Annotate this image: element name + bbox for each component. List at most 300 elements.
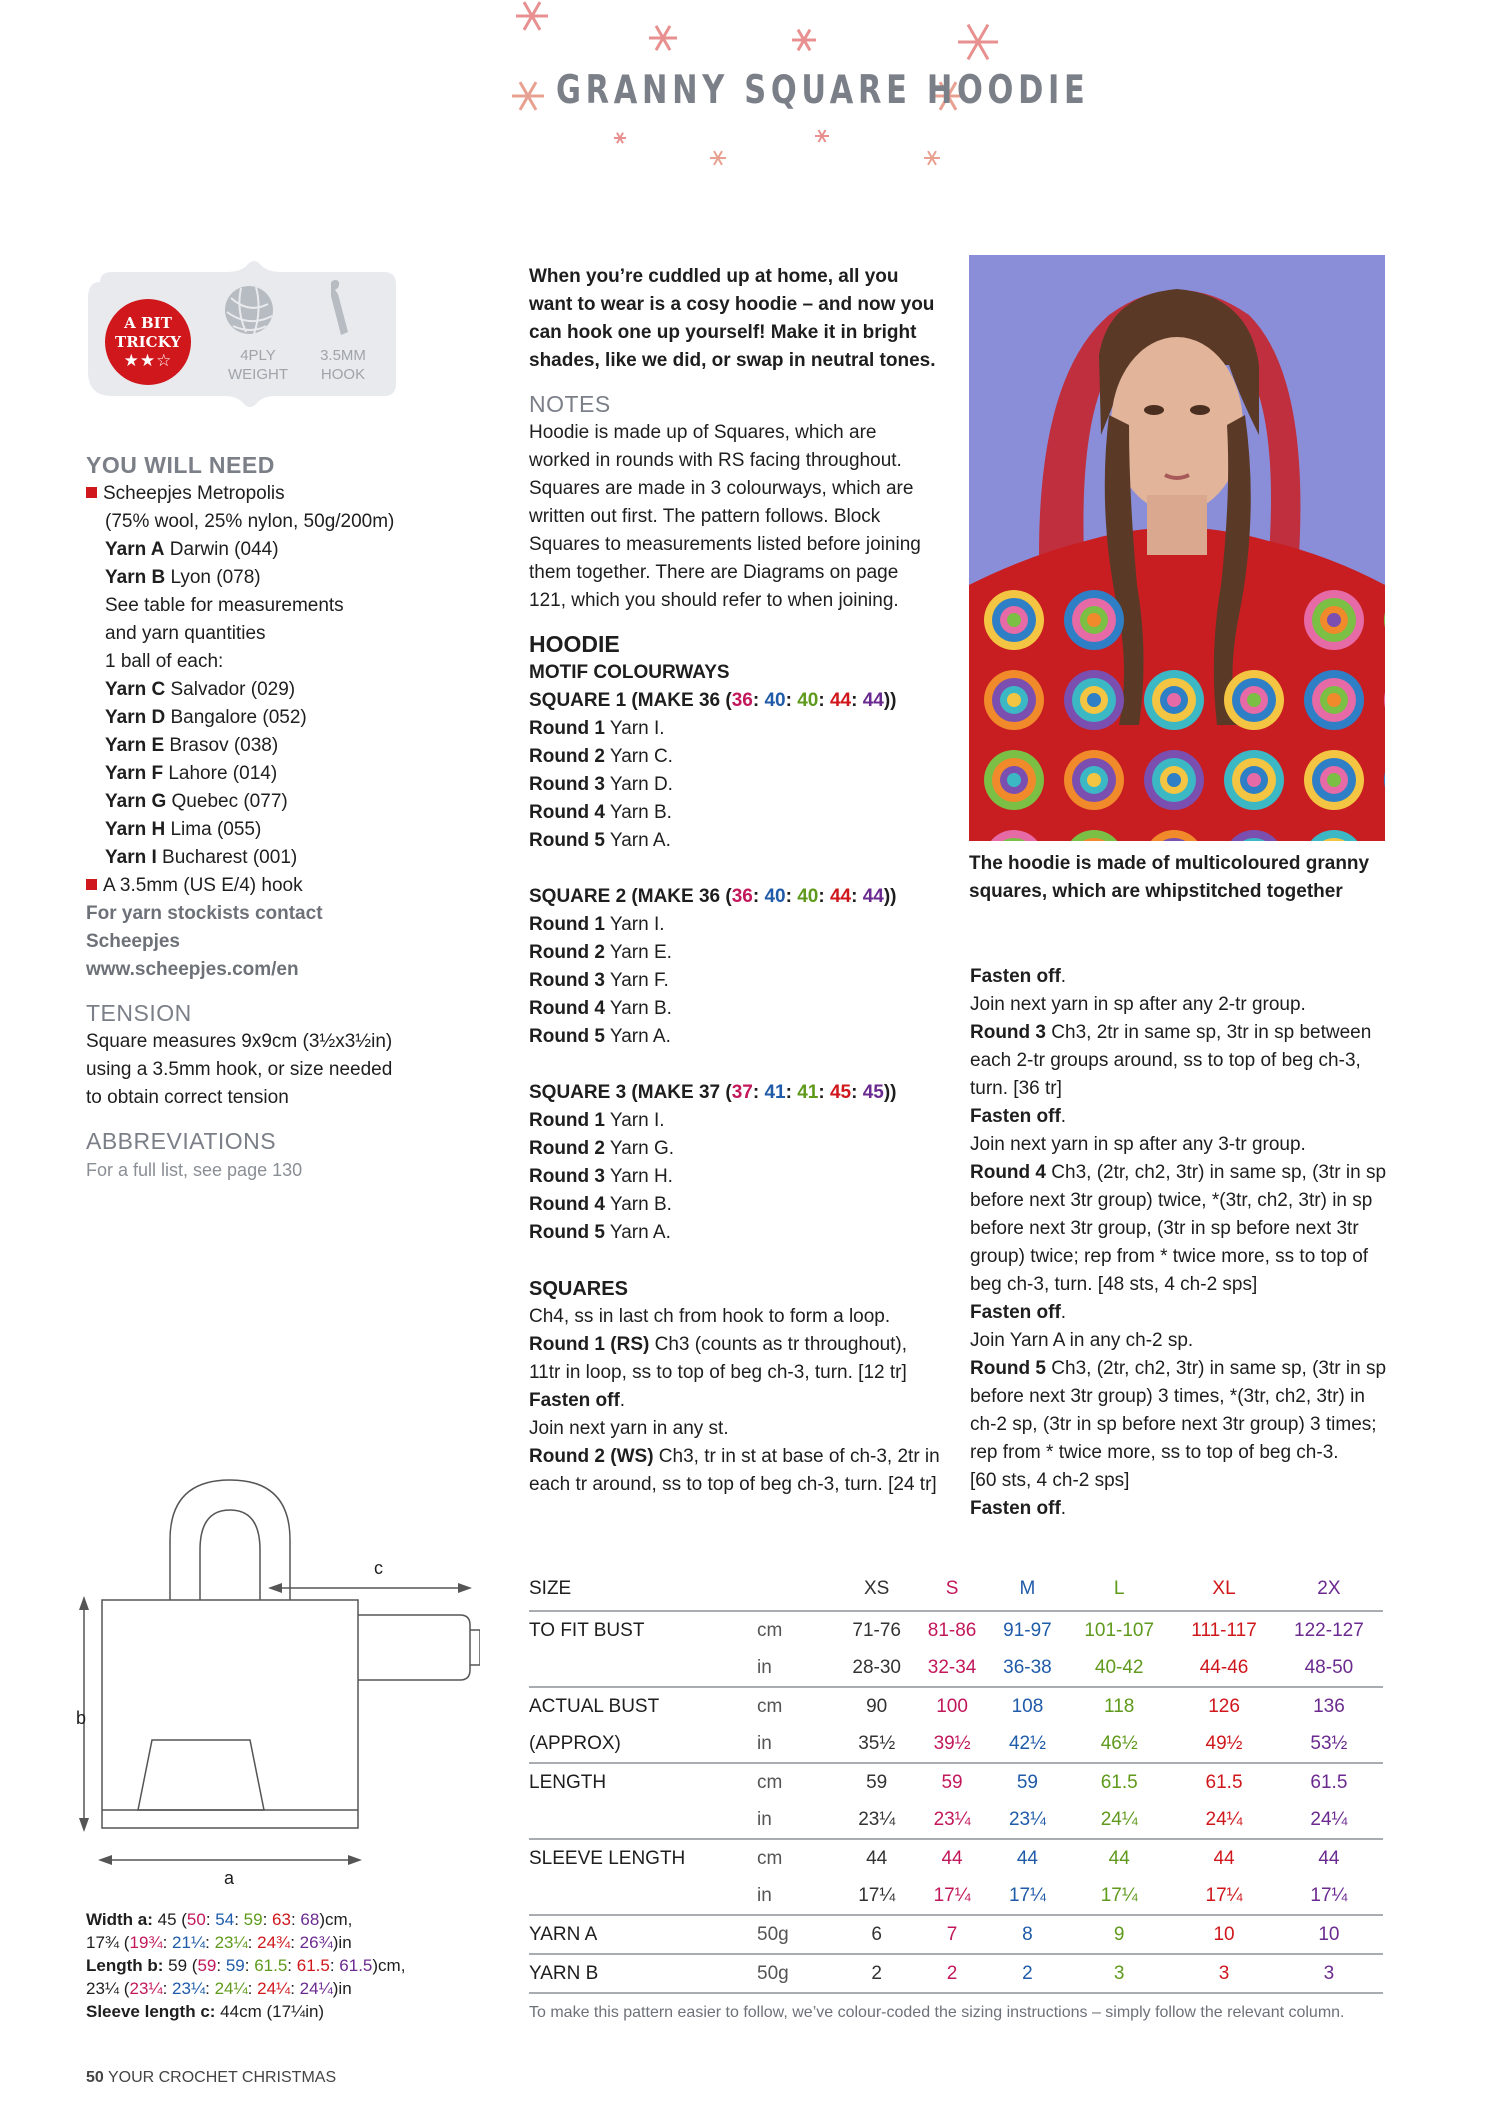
- line-text: Ch4, ss in last ch from hook to form a loop.: [529, 1306, 891, 1327]
- instruction-line: [970, 1271, 1390, 1299]
- table-cell: 35½: [839, 1725, 914, 1763]
- table-cell: 17¼: [990, 1877, 1065, 1915]
- table-cell: 101-107: [1084, 1619, 1155, 1641]
- photo-illustration: [969, 255, 1385, 841]
- table-cell: 8: [990, 1915, 1065, 1954]
- separator: :: [287, 1956, 297, 1975]
- instruction-line: [970, 1019, 1390, 1047]
- table-cell: 108: [1011, 1695, 1044, 1717]
- size-value: 50: [186, 1910, 206, 1929]
- table-cell: 3: [1275, 1954, 1383, 1993]
- dimension-unit: )in: [332, 1979, 352, 1998]
- size-table-row: [529, 1687, 1383, 1725]
- stockist-line: Scheepjes: [86, 931, 180, 952]
- dimension-value: 17¾ (: [86, 1933, 130, 1952]
- table-cell: 44: [866, 1847, 888, 1869]
- round-line: [529, 1023, 949, 1051]
- instruction-line: [970, 1215, 1390, 1243]
- table-cell: 28-30: [839, 1649, 914, 1687]
- size-value: 59: [243, 1910, 263, 1929]
- size-header-row: [529, 1568, 1383, 1611]
- round-yarn: Yarn D.: [605, 774, 673, 795]
- table-cell: 59: [866, 1771, 888, 1793]
- line-text: Ch3, tr in st at base of ch-3, 2tr in: [653, 1446, 940, 1467]
- line-text: Join next yarn in any st.: [529, 1418, 729, 1439]
- separator: :: [205, 1979, 215, 1998]
- line-text: Lima (055): [165, 819, 262, 840]
- line-text: Join next yarn in sp after any 2-tr group.: [970, 994, 1306, 1015]
- round-label: Round 3: [529, 970, 605, 991]
- instruction-line: [529, 1303, 949, 1331]
- hoodie-schematic: [60, 1470, 480, 1890]
- row-unit: in: [757, 1801, 839, 1839]
- intro-line: can hook one up yourself! Make it in bright: [529, 322, 917, 343]
- instruction-line: [970, 1327, 1390, 1355]
- line-text: and yarn quantities: [105, 623, 266, 644]
- unit-cell: [757, 1568, 839, 1611]
- dimension-line: [86, 1908, 486, 1931]
- round-label: Round 2: [529, 746, 605, 767]
- line-text: rep from * twice more, ss to top of beg ch-3.: [970, 1442, 1339, 1463]
- size-value: 23¼: [129, 1979, 163, 1998]
- supply-item: [86, 844, 426, 872]
- round-line: [529, 1191, 949, 1219]
- you-will-need-heading: YOU WILL NEED: [86, 452, 275, 478]
- notes-line: written out first. The pattern follows. Block: [529, 506, 881, 527]
- notes-text: [529, 419, 949, 615]
- row-label: [529, 1649, 757, 1687]
- size-value: 54: [215, 1910, 235, 1929]
- table-cell: 111-117: [1191, 1619, 1257, 1641]
- line-text: .: [1060, 1498, 1067, 1519]
- separator: :: [247, 1979, 258, 1998]
- table-cell: 3: [1065, 1954, 1173, 1993]
- square-title-text: SQUARE 2 (MAKE 36 (: [529, 886, 732, 907]
- supply-item: [86, 816, 426, 844]
- row-unit: 50g: [757, 1954, 839, 1993]
- dimension-label: Length b:: [86, 1956, 164, 1975]
- bold-label: Yarn G: [105, 791, 167, 812]
- notes-line: worked in rounds with RS facing throughout.: [529, 450, 902, 471]
- granny-square: [1304, 590, 1364, 650]
- left-column: [86, 450, 426, 1184]
- size-value: 24¼: [257, 1979, 291, 1998]
- dimension-unit: )in: [332, 1933, 352, 1952]
- size-table-row: [529, 1877, 1383, 1915]
- row-label: [529, 1801, 757, 1839]
- separator: :: [818, 690, 830, 711]
- hook-line2: HOOK: [320, 366, 366, 383]
- hook-line1: 3.5MM: [320, 347, 366, 364]
- granny-square: [1064, 590, 1124, 650]
- separator: :: [752, 886, 765, 907]
- size-value: 24¾: [257, 1933, 291, 1952]
- size-value: 59: [225, 1956, 245, 1975]
- size-value: 19¾: [129, 1933, 163, 1952]
- notes-line: Squares to measurements listed before joining: [529, 534, 921, 555]
- square-1-title: [529, 687, 949, 715]
- size-value: 61.5: [254, 1956, 288, 1975]
- line-text: Lyon (078): [165, 567, 261, 588]
- line-text: 1 ball of each:: [105, 651, 224, 672]
- row-label: [529, 1877, 757, 1915]
- separator: :: [205, 1933, 215, 1952]
- difficulty-badge: [105, 299, 191, 385]
- size-value: 24¼: [299, 1979, 333, 1998]
- yarn-ball-icon: [225, 286, 273, 334]
- size-value: 63: [272, 1910, 291, 1929]
- snowflake-icon: [815, 130, 829, 142]
- table-cell: 100: [936, 1695, 968, 1717]
- size-value: 59: [197, 1956, 217, 1975]
- table-cell: 40-42: [1065, 1649, 1173, 1687]
- bold-label: Yarn A: [105, 539, 165, 560]
- supply-item: [86, 620, 426, 648]
- intro-line: When you’re cuddled up at home, all you: [529, 266, 899, 287]
- motif-colourways-heading: MOTIF COLOURWAYS: [529, 662, 730, 683]
- instruction-line: [970, 1411, 1390, 1439]
- notes-line: them together. There are Diagrams on page: [529, 562, 899, 583]
- size-value: 68: [300, 1910, 320, 1929]
- line-text: Lahore (014): [163, 763, 278, 784]
- abbreviations-heading: ABBREVIATIONS: [86, 1128, 277, 1154]
- size-count: 44: [862, 886, 884, 907]
- size-count: 36: [731, 886, 753, 907]
- row-label: (APPROX): [529, 1725, 757, 1763]
- line-text: (75% wool, 25% nylon, 50g/200m): [105, 511, 395, 532]
- supply-item: [86, 872, 426, 900]
- dimension-label: Width a:: [86, 1910, 153, 1929]
- round-line: [529, 1135, 949, 1163]
- table-cell: 10: [1275, 1915, 1383, 1954]
- dimension-line: [86, 2000, 486, 2023]
- bold-label: Fasten off: [970, 1106, 1061, 1127]
- size-table: [529, 1568, 1383, 1994]
- spacer: [529, 1051, 949, 1079]
- colour-coding-note: To make this pattern easier to follow, we’ve colour-coded the sizing instructions – simply follow the relevant column.: [529, 2004, 1345, 2021]
- line-text: beg ch-3, turn. [48 sts, 4 ch-2 sps]: [970, 1274, 1258, 1295]
- table-cell: 136: [1313, 1695, 1345, 1717]
- separator: :: [752, 1082, 765, 1103]
- line-text: Ch3, 2tr in same sp, 3tr in sp between: [1046, 1022, 1372, 1043]
- table-cell: 61.5: [1205, 1771, 1243, 1793]
- intro-line: shades, like we did, or swap in neutral tones.: [529, 350, 936, 371]
- size-table-row: [529, 1954, 1383, 1993]
- size-value: 61.5: [296, 1956, 330, 1975]
- separator: :: [818, 886, 830, 907]
- difficulty-line2: TRICKY: [115, 333, 181, 351]
- separator: :: [752, 690, 765, 711]
- hook-size-label: [308, 346, 378, 384]
- separator: :: [247, 1933, 258, 1952]
- round-yarn: Yarn I.: [605, 718, 665, 739]
- squares-heading: SQUARES: [529, 1278, 628, 1300]
- separator: :: [851, 1082, 863, 1103]
- round-label: Round 2: [529, 942, 605, 963]
- bold-label: Yarn E: [105, 735, 165, 756]
- size-count: 36: [731, 690, 753, 711]
- round-label: Round 3: [529, 774, 605, 795]
- round-line: [529, 911, 949, 939]
- instruction-line: [970, 1495, 1390, 1523]
- round-label: Round 4: [529, 802, 605, 823]
- snowflake-icon: [512, 82, 544, 110]
- separator: :: [818, 1082, 830, 1103]
- granny-square: [1304, 750, 1364, 810]
- square-title-close: )): [883, 690, 897, 711]
- row-label: LENGTH: [529, 1771, 607, 1793]
- separator: :: [785, 690, 798, 711]
- notes-line: Squares are made in 3 colourways, which are: [529, 478, 914, 499]
- hoodie-heading: HOODIE: [529, 631, 620, 657]
- size-count: 41: [764, 1082, 786, 1103]
- separator: :: [329, 1956, 340, 1975]
- round-line: [529, 1219, 949, 1247]
- supply-item: [86, 592, 426, 620]
- line-text: Scheepjes Metropolis: [103, 483, 285, 504]
- granny-square: [1224, 670, 1284, 730]
- supply-item: [86, 676, 426, 704]
- table-cell: 17¼: [1173, 1877, 1275, 1915]
- instruction-line: [529, 1331, 949, 1359]
- dimension-line: [86, 1954, 486, 1977]
- schematic-label-c: c: [374, 1558, 383, 1578]
- table-cell: 44: [1213, 1847, 1235, 1869]
- bold-label: Fasten off: [970, 1302, 1061, 1323]
- row-label: TO FIT BUST: [529, 1619, 645, 1641]
- instruction-line: [970, 991, 1390, 1019]
- model-photo: [969, 255, 1385, 841]
- snowflake-icon: [614, 133, 626, 143]
- square-2-title: [529, 883, 949, 911]
- round-yarn: Yarn A.: [605, 1222, 671, 1243]
- line-text: Salvador (029): [165, 679, 296, 700]
- abbreviations-text: For a full list, see page 130: [86, 1160, 303, 1180]
- line-text: 11tr in loop, ss to top of beg ch-3, turn. [12 tr]: [529, 1362, 907, 1383]
- row-label: YARN B: [529, 1954, 757, 1993]
- snowflake-icon: [649, 26, 677, 50]
- size-count: 44: [829, 690, 852, 711]
- instruction-line: [529, 1443, 949, 1471]
- row-unit: cm: [757, 1847, 783, 1869]
- row-label: YARN A: [529, 1915, 757, 1954]
- granny-square: [1224, 750, 1284, 810]
- table-cell: 81-86: [927, 1619, 977, 1641]
- page-footer: [86, 2068, 336, 2088]
- square-title-text: SQUARE 3 (MAKE 37 (: [529, 1082, 732, 1103]
- table-cell: 7: [914, 1915, 989, 1954]
- difficulty-stars: ★★☆: [123, 351, 173, 370]
- line-text: turn. [36 tr]: [970, 1078, 1062, 1099]
- table-cell: 24¼: [1173, 1801, 1275, 1839]
- round-line: [529, 743, 949, 771]
- table-cell: 17¼: [1065, 1877, 1173, 1915]
- round-label: Round 1: [529, 1110, 605, 1131]
- table-cell: 90: [866, 1695, 888, 1717]
- intro-text: [529, 263, 949, 375]
- square-3-title: [529, 1079, 949, 1107]
- line-text: Join Yarn A in any ch-2 sp.: [970, 1330, 1194, 1351]
- line-text: Ch3 (counts as tr throughout),: [649, 1334, 908, 1355]
- size-count: 40: [764, 690, 786, 711]
- size-count: 45: [862, 1082, 884, 1103]
- line-text: .: [1060, 966, 1067, 987]
- you-will-need-list: [86, 480, 426, 900]
- table-cell: 49½: [1173, 1725, 1275, 1763]
- table-cell: 23¼: [914, 1801, 989, 1839]
- row-unit: in: [757, 1725, 839, 1763]
- row-unit: cm: [757, 1771, 783, 1793]
- stockist-line: www.scheepjes.com/en: [86, 959, 299, 980]
- tension-line: Square measures 9x9cm (3½x3½in): [86, 1031, 393, 1052]
- table-cell: 53½: [1275, 1725, 1383, 1763]
- table-cell: 44: [1318, 1847, 1340, 1869]
- line-text: before next 3tr group) twice, *(3tr, ch2, 3tr) in sp: [970, 1190, 1373, 1211]
- bold-label: Yarn C: [105, 679, 166, 700]
- round-line: [529, 967, 949, 995]
- snowflake-icon: [792, 30, 816, 51]
- weight-line1: 4PLY: [240, 347, 276, 364]
- instruction-line: [970, 963, 1390, 991]
- size-table-row: [529, 1801, 1383, 1839]
- instruction-line: [970, 1103, 1390, 1131]
- line-text: [60 sts, 4 ch-2 sps]: [970, 1470, 1130, 1491]
- table-cell: 91-97: [1003, 1619, 1052, 1641]
- bold-label: Round 2 (WS): [529, 1446, 654, 1467]
- round-line: [529, 715, 949, 743]
- stockist-info: [86, 900, 426, 984]
- size-table-row: [529, 1649, 1383, 1687]
- separator: :: [851, 886, 863, 907]
- publication-name: YOUR CROCHET CHRISTMAS: [103, 2069, 337, 2086]
- separator: :: [205, 1910, 216, 1929]
- line-text: before next 3tr group, (3tr in sp before next 3tr: [970, 1218, 1359, 1239]
- separator: :: [262, 1910, 273, 1929]
- round-line: [529, 939, 949, 967]
- row-unit: in: [757, 1649, 839, 1687]
- round-yarn: Yarn I.: [605, 914, 665, 935]
- instruction-line: [970, 1075, 1390, 1103]
- line-text: .: [1060, 1106, 1067, 1127]
- round-yarn: Yarn C.: [605, 746, 673, 767]
- supply-item: [86, 564, 426, 592]
- photo-caption: [969, 850, 1389, 906]
- instruction-line: [970, 1243, 1390, 1271]
- table-cell: 44: [1016, 1847, 1038, 1869]
- table-cell: 23¼: [839, 1801, 914, 1839]
- table-cell: 122-127: [1294, 1619, 1364, 1641]
- round-label: Round 5: [529, 1222, 605, 1243]
- bold-label: Yarn B: [105, 567, 166, 588]
- instruction-line: [970, 1467, 1390, 1495]
- squares-instructions-part1: [529, 1303, 949, 1499]
- table-cell: 24¼: [1065, 1801, 1173, 1839]
- notes-heading: NOTES: [529, 391, 611, 417]
- size-header-cell: L: [1065, 1568, 1173, 1611]
- table-cell: 17¼: [914, 1877, 989, 1915]
- line-text: See table for measurements: [105, 595, 344, 616]
- table-cell: 44: [1108, 1847, 1130, 1869]
- size-value: 23¼: [214, 1933, 248, 1952]
- size-value: 21¼: [172, 1933, 206, 1952]
- line-text: group) twice; rep from * twice more, ss to top of: [970, 1246, 1369, 1267]
- size-count: 40: [797, 690, 819, 711]
- line-text: before next 3tr group) 3 times, *(3tr, ch2, 3tr) in: [970, 1386, 1365, 1407]
- separator: :: [244, 1956, 255, 1975]
- line-text: each tr around, ss to top of beg ch-3, turn. [24 tr]: [529, 1474, 937, 1495]
- spacer: [529, 855, 949, 883]
- dimension-unit: )cm,: [319, 1910, 353, 1929]
- line-text: ch-2 sp, (3tr in sp before next 3tr group) 3 times;: [970, 1414, 1377, 1435]
- line-text: Ch3, (2tr, ch2, 3tr) in same sp, (3tr in sp: [1046, 1162, 1387, 1183]
- table-cell: 61.5: [1100, 1771, 1138, 1793]
- row-unit: cm: [757, 1695, 783, 1717]
- table-cell: 59: [1016, 1771, 1038, 1793]
- size-header-cell: S: [914, 1568, 989, 1611]
- snowflake-icon: [958, 25, 998, 60]
- table-cell: 44: [941, 1847, 963, 1869]
- instruction-line: [970, 1159, 1390, 1187]
- round-label: Round 4: [529, 1194, 605, 1215]
- size-table-row: [529, 1763, 1383, 1801]
- line-text: each 2-tr groups around, ss to top of beg ch-3,: [970, 1050, 1361, 1071]
- round-line: [529, 771, 949, 799]
- middle-column: [529, 263, 949, 1499]
- dimension-line: [86, 1931, 486, 1954]
- size-value: 26¾: [299, 1933, 333, 1952]
- round-yarn: Yarn B.: [605, 998, 672, 1019]
- instruction-line: [970, 1187, 1390, 1215]
- separator: :: [851, 690, 863, 711]
- instruction-line: [529, 1471, 949, 1499]
- size-value: 24¼: [214, 1979, 248, 1998]
- table-cell: 6: [839, 1915, 914, 1954]
- instruction-line: [970, 1439, 1390, 1467]
- instruction-line: [970, 1131, 1390, 1159]
- separator: :: [162, 1933, 173, 1952]
- size-header-cell: M: [990, 1568, 1065, 1611]
- weight-line2: WEIGHT: [228, 366, 288, 383]
- notes-line: Hoodie is made up of Squares, which are: [529, 422, 877, 443]
- snowflake-icon: [516, 2, 548, 30]
- separator: :: [216, 1956, 226, 1975]
- round-yarn: Yarn E.: [605, 942, 672, 963]
- line-text: Ch3, (2tr, ch2, 3tr) in same sp, (3tr in sp: [1046, 1358, 1387, 1379]
- line-text: .: [1060, 1302, 1067, 1323]
- dimension-value: 23¼ (: [86, 1979, 130, 1998]
- line-text: Quebec (077): [166, 791, 288, 812]
- line-text: Darwin (044): [164, 539, 279, 560]
- size-count: 40: [797, 886, 819, 907]
- caption-line: The hoodie is made of multicoloured granny: [969, 853, 1370, 874]
- round-line: [529, 995, 949, 1023]
- supply-item: [86, 732, 426, 760]
- instruction-line: [529, 1415, 949, 1443]
- supply-item: [86, 648, 426, 676]
- granny-square: [984, 670, 1044, 730]
- bold-label: Fasten off: [970, 966, 1061, 987]
- yarn-weight-label: [223, 346, 293, 384]
- granny-square: [984, 750, 1044, 810]
- table-cell: 46½: [1065, 1725, 1173, 1763]
- table-cell: 61.5: [1310, 1771, 1348, 1793]
- snowflake-icon: [924, 151, 940, 165]
- row-label: SLEEVE LENGTH: [529, 1847, 686, 1869]
- table-cell: 71-76: [852, 1619, 901, 1641]
- bold-label: Yarn I: [105, 847, 157, 868]
- granny-square: [1304, 670, 1364, 730]
- dimension-value: 59 (: [163, 1956, 198, 1975]
